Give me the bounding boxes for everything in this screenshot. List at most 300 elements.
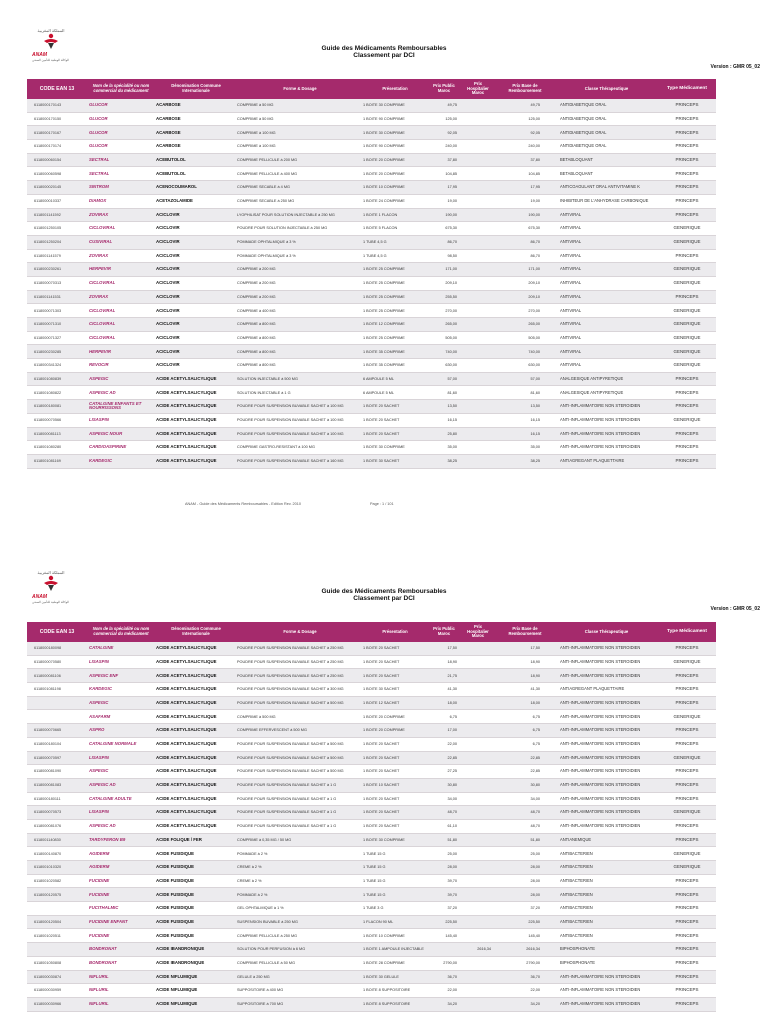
cell-specialty-name: HERPEVIR bbox=[89, 266, 111, 272]
table-row bbox=[27, 738, 716, 752]
cell-ean-code: 6118000170174 bbox=[34, 144, 62, 149]
cell-forme-dosage: GEL OPHTALMIQUE à 1 % bbox=[237, 906, 284, 911]
cell-specialty-name: ZOVIRAX bbox=[89, 293, 109, 299]
col-header-ean: CODE EAN 13 bbox=[39, 628, 75, 635]
cell-prix-public: 39,70 bbox=[447, 892, 457, 897]
cell-presentation: 1 BOITE 10 COMPRIME bbox=[363, 185, 405, 190]
cell-prix-hospitalier bbox=[459, 167, 491, 180]
cell-prix-remboursement: 16,15 bbox=[530, 418, 540, 423]
cell-classe-therapeutique: ANTIVIRAL bbox=[560, 266, 582, 272]
cell-presentation: 1 TUBE 4,5 G bbox=[363, 240, 387, 245]
table-row bbox=[27, 400, 716, 414]
cell-type-medicament: GENERIQUE bbox=[673, 713, 701, 719]
cell-classe-therapeutique: ANTIVIRAL bbox=[560, 280, 582, 286]
cell-dci: ACICLOVIR bbox=[156, 307, 180, 313]
cell-type-medicament: PRINCEPS bbox=[675, 946, 699, 952]
cell-classe-therapeutique: ANALGESIQUE ANTIPYRETIQUE bbox=[560, 375, 624, 381]
cell-prix-public: 35,00 bbox=[447, 445, 457, 450]
cell-presentation: 1 BOITE 30 SACHET bbox=[363, 687, 400, 692]
cell-ean-code: 6118000230285 bbox=[34, 349, 62, 354]
cell-type-medicament: GENERIQUE bbox=[673, 239, 701, 245]
document-subtitle: Classement par DCI bbox=[353, 595, 415, 602]
cell-forme-dosage: COMPRIME à 100 MG bbox=[237, 144, 276, 149]
cell-dci: ACIDE ACETYLSALICYLIQUE bbox=[156, 444, 217, 450]
cell-dci: ACARBOSE bbox=[156, 129, 181, 135]
cell-dci: ACARBOSE bbox=[156, 102, 181, 108]
logo-arabic-text: المملكة المغربية bbox=[37, 28, 65, 33]
table-row bbox=[27, 154, 716, 168]
cell-type-medicament: PRINCEPS bbox=[675, 932, 699, 938]
table-row bbox=[27, 318, 716, 332]
table-row bbox=[27, 957, 716, 971]
cell-type-medicament: PRINCEPS bbox=[675, 143, 699, 149]
cell-forme-dosage: COMPRIME à 800 MG bbox=[237, 335, 276, 340]
cell-prix-public: 145,40 bbox=[445, 933, 457, 938]
cell-presentation: 1 BOITE 30 SACHET bbox=[363, 459, 400, 464]
cell-prix-remboursement: 48,70 bbox=[530, 824, 540, 829]
cell-classe-therapeutique: ANTI-INFLAMMATOIRE NON STEROIDIEN bbox=[560, 795, 641, 801]
cell-presentation: 1 BOITE 20 COMPRIME bbox=[363, 157, 405, 162]
cell-prix-remboursement: 145,40 bbox=[528, 933, 540, 938]
version-label: Version : GMR 05_02 bbox=[710, 64, 760, 70]
document-subtitle: Classement par DCI bbox=[353, 52, 415, 59]
cell-forme-dosage: POUDRE POUR SUSPENSION BUVABLE SACHET à 100 MG bbox=[237, 404, 344, 409]
cell-classe-therapeutique: ANALGESIQUE ANTIPYRETIQUE bbox=[560, 389, 624, 395]
cell-dci: ACIDE ACETYLSALICYLIQUE bbox=[156, 686, 217, 692]
cell-prix-remboursement: 225,50 bbox=[528, 919, 540, 924]
cell-prix-hospitalier bbox=[459, 332, 491, 345]
cell-prix-public: 38,25 bbox=[447, 459, 457, 464]
table-row bbox=[27, 669, 716, 683]
cell-ean-code: 6118000341324 bbox=[34, 363, 62, 368]
cell-prix-public: 28,00 bbox=[447, 865, 457, 870]
cell-type-medicament: PRINCEPS bbox=[675, 699, 699, 705]
cell-presentation: 1 BOITE 30 COMPRIME bbox=[363, 445, 405, 450]
cell-prix-public: 37,20 bbox=[447, 906, 457, 911]
cell-specialty-name: CICLOVIRAL bbox=[89, 280, 116, 286]
cell-ean-code: 6118000081090 bbox=[34, 769, 62, 774]
cell-prix-hospitalier bbox=[459, 222, 491, 235]
cell-forme-dosage: POUDRE POUR SUSPENSION BUVABLE SACHET à 500 MG bbox=[237, 742, 344, 747]
cell-presentation: 1 BOITE 28 COMPRIME bbox=[363, 961, 405, 966]
cell-classe-therapeutique: ANTIVIRAL bbox=[560, 211, 582, 217]
cell-type-medicament: PRINCEPS bbox=[675, 823, 699, 829]
cell-specialty-name: LISASPIN bbox=[89, 809, 109, 815]
cell-specialty-name: DIAMOX bbox=[89, 198, 107, 203]
cell-presentation: 1 BOITE 8 SUPPOSITOIRE bbox=[363, 988, 411, 993]
cell-prix-public: 675,30 bbox=[445, 226, 457, 231]
cell-presentation: 1 BOITE 30 COMPRIME bbox=[363, 837, 405, 842]
cell-prix-remboursement: 22,85 bbox=[530, 769, 540, 774]
cell-prix-public: 57,00 bbox=[447, 376, 457, 381]
cell-prix-public: 21,75 bbox=[447, 673, 457, 678]
cell-ean-code: 6118001081198 bbox=[34, 687, 61, 692]
col-header-dci: Dénomination Commune Internationale bbox=[171, 626, 221, 636]
cell-presentation: 1 BOITE 20 SACHET bbox=[363, 810, 400, 815]
cell-dci: ACIDE ACETYLSALICYLIQUE bbox=[156, 658, 217, 664]
cell-ean-code bbox=[27, 943, 87, 956]
cell-presentation: 1 TUBE 15 G bbox=[363, 892, 386, 897]
cell-classe-therapeutique: ANTIVIRAL bbox=[560, 321, 582, 327]
cell-specialty-name: FUCITHALMIC bbox=[89, 905, 119, 911]
cell-presentation: 6 AMPOULE 5 ML bbox=[363, 390, 395, 395]
cell-dci: ACIDE ACETYLSALICYLIQUE bbox=[156, 375, 217, 381]
cell-prix-remboursement: 18,00 bbox=[530, 700, 540, 705]
cell-classe-therapeutique: BIPHOSPHONATE bbox=[560, 960, 595, 966]
table-row bbox=[27, 806, 716, 820]
cell-prix-remboursement: 270,00 bbox=[528, 308, 540, 313]
col-header-pbr: Prix Base de Remboursement bbox=[508, 626, 542, 636]
cell-prix-remboursement: 28,00 bbox=[530, 865, 540, 870]
cell-ean-code: 6118000071327 bbox=[34, 335, 62, 340]
table-row bbox=[27, 140, 716, 154]
cell-ean-code: 6118001250204 bbox=[34, 240, 62, 245]
cell-specialty-name: HERPEVIR bbox=[89, 348, 111, 354]
table-row bbox=[27, 291, 716, 305]
cell-prix-hospitalier bbox=[459, 99, 491, 112]
col-header-presentation: Présentation bbox=[382, 85, 408, 91]
cell-ean-code: 6118001080280 bbox=[34, 445, 62, 450]
cell-dci: ACIDE FUSIDIQUE bbox=[156, 932, 194, 938]
cell-ean-code: 6118000030959 bbox=[34, 988, 62, 993]
col-header-dci: Dénomination Commune Internationale bbox=[171, 83, 221, 93]
cell-prix-public: 6,75 bbox=[449, 714, 457, 719]
cell-type-medicament: PRINCEPS bbox=[675, 403, 699, 409]
cell-classe-therapeutique: ANTI-INFLAMMATOIRE NON STEROIDIEN bbox=[560, 754, 641, 760]
cell-classe-therapeutique: ANTI-INFLAMMATOIRE NON STEROIDIEN bbox=[560, 823, 641, 829]
cell-prix-hospitalier bbox=[459, 875, 491, 888]
cell-forme-dosage: POUDRE POUR SUSPENSION BUVABLE SACHET à 250 MG bbox=[237, 673, 344, 678]
cell-prix-hospitalier bbox=[459, 888, 491, 901]
cell-classe-therapeutique: ANTI-INFLAMMATOIRE NON STEROIDIEN bbox=[560, 672, 641, 678]
table-row bbox=[27, 888, 716, 902]
cell-classe-therapeutique: ANTIBACTERIEN bbox=[560, 891, 593, 897]
cell-type-medicament: GENERIQUE bbox=[673, 362, 701, 368]
cell-prix-public: 2790,00 bbox=[443, 961, 457, 966]
cell-prix-remboursement: 81,60 bbox=[530, 390, 540, 395]
cell-specialty-name: GLUCOR bbox=[89, 102, 108, 108]
medicines-table-page-2 bbox=[27, 622, 716, 1012]
cell-type-medicament: PRINCEPS bbox=[675, 458, 699, 464]
cell-prix-hospitalier bbox=[459, 957, 491, 970]
cell-prix-hospitalier bbox=[459, 683, 491, 696]
cell-prix-remboursement: 17,50 bbox=[530, 646, 540, 651]
cell-forme-dosage: COMPRIME SECABLE à 4 MG bbox=[237, 185, 290, 190]
cell-type-medicament: PRINCEPS bbox=[675, 1001, 699, 1007]
cell-prix-hospitalier bbox=[459, 806, 491, 819]
cell-classe-therapeutique: ANTIBACTERIEN bbox=[560, 850, 593, 856]
cell-ean-code: 6118001141579 bbox=[34, 253, 61, 258]
cell-classe-therapeutique: ANTI-INFLAMMATOIRE NON STEROIDIEN bbox=[560, 1001, 641, 1007]
cell-prix-hospitalier bbox=[459, 834, 491, 847]
cell-type-medicament: PRINCEPS bbox=[675, 918, 699, 924]
cell-forme-dosage: COMPRIME à 100 MG bbox=[237, 130, 276, 135]
cell-type-medicament: PRINCEPS bbox=[675, 973, 699, 979]
cell-dci: ACIDE ACETYLSALICYLIQUE bbox=[156, 782, 217, 788]
cell-forme-dosage: COMPRIME PELLICULE à 250 MG bbox=[237, 933, 298, 938]
document-title: Guide des Médicaments Remboursables bbox=[321, 45, 447, 52]
cell-classe-therapeutique: ANTI-INFLAMMATOIRE NON STEROIDIEN bbox=[560, 987, 641, 993]
cell-prix-remboursement: 16,15 bbox=[530, 431, 540, 436]
cell-classe-therapeutique: ANTIAGREGANT PLAQUETTAIRE bbox=[560, 686, 625, 692]
table-row bbox=[27, 222, 716, 236]
cell-type-medicament: PRINCEPS bbox=[675, 444, 699, 450]
cell-prix-remboursement: 18,90 bbox=[530, 673, 540, 678]
table-row bbox=[27, 236, 716, 250]
cell-type-medicament: PRINCEPS bbox=[675, 184, 699, 190]
cell-prix-hospitalier bbox=[459, 861, 491, 874]
cell-presentation: 1 BOITE 30 COMPRIME bbox=[363, 130, 405, 135]
cell-classe-therapeutique: ANTI-INFLAMMATOIRE NON STEROIDIEN bbox=[560, 699, 641, 705]
cell-specialty-name: KARDEGIC bbox=[89, 458, 112, 464]
cell-specialty-name: KARDEGIC bbox=[89, 686, 112, 692]
cell-prix-public: 41,30 bbox=[447, 687, 457, 692]
table-row bbox=[27, 820, 716, 834]
table-row bbox=[27, 263, 716, 277]
cell-presentation: 1 TUBE 4,5 G bbox=[363, 253, 387, 258]
table-row bbox=[27, 359, 716, 373]
cell-presentation: 1 BOITE 35 COMPRIME bbox=[363, 349, 405, 354]
cell-specialty-name: CATALGINE ENFANTS ET NOURRISSONS bbox=[89, 401, 142, 411]
table-header bbox=[27, 622, 716, 642]
cell-presentation: 1 BOITE 24 COMPRIME bbox=[363, 199, 405, 204]
cell-classe-therapeutique: ANTIBACTERIEN bbox=[560, 918, 593, 924]
cell-presentation: 1 BOITE 20 SACHET bbox=[363, 673, 400, 678]
cell-prix-public: 16,15 bbox=[447, 418, 457, 423]
cell-prix-hospitalier bbox=[459, 209, 491, 222]
cell-prix-hospitalier bbox=[459, 291, 491, 304]
cell-presentation: 1 BOITE 10 SACHET bbox=[363, 783, 400, 788]
cell-prix-hospitalier bbox=[459, 236, 491, 249]
cell-prix-hospitalier bbox=[459, 386, 491, 399]
cell-presentation: 1 BOITE 1 FLACON bbox=[363, 212, 398, 217]
cell-type-medicament: GENERIQUE bbox=[673, 321, 701, 327]
cell-prix-remboursement: 22,00 bbox=[530, 988, 540, 993]
cell-prix-public: 25,80 bbox=[447, 431, 457, 436]
table-row bbox=[27, 943, 716, 957]
cell-type-medicament: PRINCEPS bbox=[675, 768, 699, 774]
cell-prix-remboursement: 209,10 bbox=[528, 294, 540, 299]
cell-forme-dosage: POMMADE à 2 % bbox=[237, 851, 268, 856]
cell-dci: ACIDE NIFLUMIQUE bbox=[156, 1001, 198, 1007]
cell-presentation: 6 AMPOULE 5 ML bbox=[363, 376, 395, 381]
table-row bbox=[27, 765, 716, 779]
col-header-type: Type Médicament bbox=[667, 85, 707, 91]
cell-specialty-name: FUCIDINE bbox=[89, 891, 110, 897]
cell-dci: ACICLOVIR bbox=[156, 211, 180, 217]
cell-ean-code: 6118000120575 bbox=[34, 892, 62, 897]
cell-prix-remboursement: 740,00 bbox=[528, 349, 540, 354]
cell-forme-dosage: COMPRIME GASTRO-RESISTANT à 100 MG bbox=[237, 445, 315, 450]
cell-prix-remboursement: 125,00 bbox=[528, 116, 540, 121]
cell-specialty-name: ASPEGIC bbox=[89, 699, 109, 705]
table-row bbox=[27, 113, 716, 127]
cell-type-medicament: GENERIQUE bbox=[673, 864, 701, 870]
cell-dci: ACIDE ACETYLSALICYLIQUE bbox=[156, 403, 217, 409]
cell-type-medicament: PRINCEPS bbox=[675, 430, 699, 436]
cell-prix-public: 17,00 bbox=[447, 728, 457, 733]
cell-dci: ACIDE ACETYLSALICYLIQUE bbox=[156, 727, 217, 733]
cell-ean-code: 6118000081113 bbox=[34, 431, 61, 436]
logo-arabic-text: المملكة المغربية bbox=[37, 570, 65, 575]
medicines-table-page-1 bbox=[27, 79, 716, 469]
table-body bbox=[27, 642, 716, 1012]
cell-classe-therapeutique: ANTI-INFLAMMATOIRE NON STEROIDIEN bbox=[560, 658, 641, 664]
cell-prix-public: 34,00 bbox=[447, 796, 457, 801]
table-row bbox=[27, 916, 716, 930]
cell-type-medicament: PRINCEPS bbox=[675, 891, 699, 897]
cell-prix-remboursement: 86,70 bbox=[530, 253, 540, 258]
cell-classe-therapeutique: ANTIDIABETIQUE ORAL bbox=[560, 129, 607, 135]
logo-sub-text: الوكالة الوطنية للتأمين الصحي bbox=[32, 58, 70, 62]
cell-ean-code: 6118001080822 bbox=[34, 390, 62, 395]
table-row bbox=[27, 99, 716, 113]
cell-classe-therapeutique: ANTICOAGULANT ORAL ANTIVITAMINE K bbox=[560, 184, 640, 190]
col-header-php: Prix Hospitalier Maroc bbox=[467, 624, 489, 639]
cell-type-medicament: GENERIQUE bbox=[673, 266, 701, 272]
cell-presentation: 1 BOITE 20 COMPRIME bbox=[363, 714, 405, 719]
cell-prix-hospitalier bbox=[459, 971, 491, 984]
cell-dci: ACETAZOLAMIDE bbox=[156, 198, 193, 204]
cell-forme-dosage: COMPRIME à 400 MG bbox=[237, 308, 276, 313]
cell-dci: ACIDE FUSIDIQUE bbox=[156, 850, 194, 856]
table-row bbox=[27, 984, 716, 998]
cell-prix-public: 25,00 bbox=[447, 851, 457, 856]
cell-prix-hospitalier bbox=[459, 642, 491, 655]
table-row bbox=[27, 167, 716, 181]
cell-prix-remboursement: 37,80 bbox=[530, 157, 540, 162]
cell-prix-public: 81,60 bbox=[447, 390, 457, 395]
cell-presentation: 1 BOITE 25 COMPRIME bbox=[363, 294, 405, 299]
cell-forme-dosage: CREME à 2 % bbox=[237, 865, 262, 870]
cell-presentation: 1 BOITE 1 AMPOULE INJECTABLE bbox=[363, 947, 424, 952]
cell-classe-therapeutique: ANTI-INFLAMMATOIRE NON STEROIDIEN bbox=[560, 768, 641, 774]
cell-prix-hospitalier bbox=[459, 738, 491, 751]
cell-presentation: 1 TUBE 15 G bbox=[363, 851, 386, 856]
cell-specialty-name: GLUCOR bbox=[89, 115, 108, 121]
cell-prix-public: 27,25 bbox=[447, 769, 457, 774]
table-row bbox=[27, 724, 716, 738]
cell-dci: ACIDE IBANDRONIQUE bbox=[156, 946, 205, 952]
cell-dci: ACICLOVIR bbox=[156, 321, 180, 327]
cell-ean-code: 6118000060154 bbox=[34, 157, 62, 162]
cell-forme-dosage: COMPRIME à 200 MG bbox=[237, 281, 276, 286]
cell-prix-hospitalier bbox=[459, 140, 491, 153]
col-header-classe: Classe Thérapeutique bbox=[584, 628, 629, 634]
cell-forme-dosage: SOLUTION INJECTABLE à 1 G bbox=[237, 390, 291, 395]
col-header-name: Nom de la spécialité ou nom commercial du médicament bbox=[92, 626, 150, 636]
cell-prix-remboursement: 17,95 bbox=[530, 185, 540, 190]
cell-prix-public: 740,00 bbox=[445, 349, 457, 354]
cell-prix-public: 630,00 bbox=[445, 363, 457, 368]
cell-type-medicament: PRINCEPS bbox=[675, 727, 699, 733]
cell-prix-public: 190,00 bbox=[445, 212, 457, 217]
cell-type-medicament: GENERIQUE bbox=[673, 307, 701, 313]
cell-ean-code: 6118000180111 bbox=[34, 796, 61, 801]
cell-prix-public: 18,90 bbox=[447, 659, 457, 664]
cell-prix-public: 13,50 bbox=[447, 404, 457, 409]
cell-ean-code: 6118000140870 bbox=[34, 851, 62, 856]
table-body bbox=[27, 99, 716, 469]
cell-type-medicament: GENERIQUE bbox=[673, 225, 701, 231]
cell-specialty-name: CUSIVIRAL bbox=[89, 239, 113, 245]
cell-classe-therapeutique: ANTI-INFLAMMATOIRE NON STEROIDIEN bbox=[560, 809, 641, 815]
cell-classe-therapeutique: ANTIVIRAL bbox=[560, 225, 582, 231]
cell-prix-public: 19,00 bbox=[447, 199, 457, 204]
cell-dci: ACIDE ACETYLSALICYLIQUE bbox=[156, 754, 217, 760]
cell-prix-remboursement: 2616,34 bbox=[526, 947, 540, 952]
cell-dci: ACIDE NIFLUMIQUE bbox=[156, 973, 198, 979]
cell-specialty-name: CICLOVIRAL bbox=[89, 307, 116, 313]
cell-forme-dosage: SUPPOSITOIRE à 700 MG bbox=[237, 1002, 284, 1007]
cell-prix-remboursement: 6,75 bbox=[532, 714, 540, 719]
cell-specialty-name: NIFLURIL bbox=[89, 987, 109, 993]
cell-specialty-name: CICLOVIRAL bbox=[89, 334, 116, 340]
cell-prix-public: 209,10 bbox=[445, 281, 457, 286]
cell-dci: ACIDE ACETYLSALICYLIQUE bbox=[156, 699, 217, 705]
cell-ean-code: 6118000071310 bbox=[34, 322, 62, 327]
cell-dci: ACIDE ACETYLSALICYLIQUE bbox=[156, 430, 217, 436]
cell-forme-dosage: COMPRIME PELLICULE à 200 MG bbox=[237, 157, 298, 162]
cell-specialty-name: NIFLURIL bbox=[89, 973, 109, 979]
cell-ean-code: 6118000170150 bbox=[34, 116, 62, 121]
cell-type-medicament: PRINCEPS bbox=[675, 795, 699, 801]
cell-prix-hospitalier bbox=[459, 752, 491, 765]
cell-classe-therapeutique: BIPHOSPHONATE bbox=[560, 946, 595, 952]
cell-ean-code: 6118001020582 bbox=[34, 878, 62, 883]
cell-dci: ACICLOVIR bbox=[156, 362, 180, 368]
cell-ean-code: 6118000180098 bbox=[34, 646, 62, 651]
cell-type-medicament: PRINCEPS bbox=[675, 375, 699, 381]
table-row bbox=[27, 697, 716, 711]
cell-forme-dosage: COMPRIME PELLICULE à 400 MG bbox=[237, 171, 298, 176]
cell-classe-therapeutique: ANTIVIRAL bbox=[560, 293, 582, 299]
cell-presentation: 1 BOITE 25 COMPRIME bbox=[363, 335, 405, 340]
cell-presentation: 1 BOITE 30 COMPRIME bbox=[363, 103, 405, 108]
table-row bbox=[27, 656, 716, 670]
cell-specialty-name: CATALGINE ADULTE bbox=[89, 795, 132, 801]
cell-prix-hospitalier bbox=[459, 400, 491, 413]
cell-ean-code: 6118000170167 bbox=[34, 130, 62, 135]
cell-dci: ACIDE ACETYLSALICYLIQUE bbox=[156, 809, 217, 815]
cell-ean-code: 6118000180081 bbox=[34, 404, 62, 409]
table-row bbox=[27, 126, 716, 140]
cell-prix-remboursement: 35,00 bbox=[530, 445, 540, 450]
cell-type-medicament: GENERIQUE bbox=[673, 754, 701, 760]
cell-prix-remboursement: 28,00 bbox=[530, 878, 540, 883]
cell-presentation: 1 BOITE 25 COMPRIME bbox=[363, 267, 405, 272]
cell-ean-code: 6118000070566 bbox=[34, 418, 62, 423]
table-header bbox=[27, 79, 716, 99]
table-row bbox=[27, 373, 716, 387]
cell-dci: ACICLOVIR bbox=[156, 266, 180, 272]
cell-specialty-name: AGIDERM bbox=[89, 850, 110, 856]
cell-dci: ACIDE ACETYLSALICYLIQUE bbox=[156, 389, 217, 395]
cell-presentation: 1 BOITE 20 SACHET bbox=[363, 769, 400, 774]
cell-classe-therapeutique: ANTI-INFLAMMATOIRE NON STEROIDIEN bbox=[560, 713, 641, 719]
cell-prix-public: 17,95 bbox=[447, 185, 457, 190]
col-header-type: Type Médicament bbox=[667, 628, 707, 634]
cell-presentation: 1 BOITE 25 COMPRIME bbox=[363, 281, 405, 286]
cell-presentation: 1 TUBE 3 G bbox=[363, 906, 384, 911]
cell-specialty-name: BONDRONAT bbox=[89, 960, 117, 965]
document-page-2 bbox=[0, 542, 768, 1024]
cell-prix-hospitalier bbox=[459, 345, 491, 358]
cell-specialty-name: ZOVIRAX bbox=[89, 252, 109, 258]
cell-dci: ACIDE FOLIQUE / FER bbox=[156, 836, 202, 842]
cell-prix-hospitalier bbox=[459, 263, 491, 276]
table-row bbox=[27, 779, 716, 793]
